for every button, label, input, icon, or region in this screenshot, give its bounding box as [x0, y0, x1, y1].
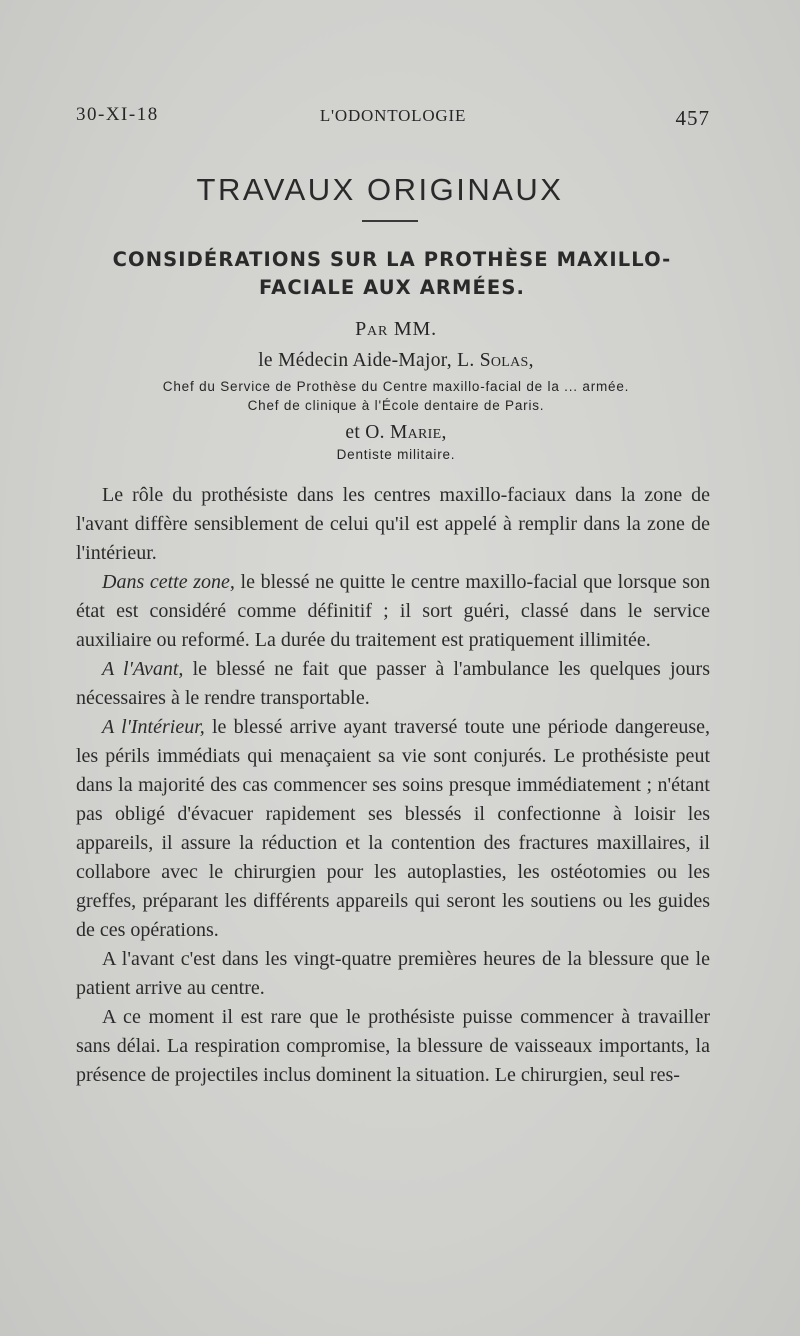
paragraph: A ce moment il est rare que le prothésiste puisse commencer à travailler sans délai. La respiration compromise, la blessure de vaisseaux importants, la présence de projectiles inclus dominent la situation. Le chirurgien, seul res- [76, 1006, 710, 1086]
author-2-prefix: et O. [345, 422, 385, 443]
section-title: TRAVAUX ORIGINAUX [196, 172, 564, 207]
italic-lead: Dans cette zone, [102, 571, 235, 593]
author-2-affiliation: Dentiste militaire. [336, 447, 456, 462]
paragraph-text: le blessé ne quitte le centre maxillo-facial que lorsque son état est considéré comme définitif ; il sort guéri, classé dans le service auxiliaire ou reformé. La durée du traitement est pratiquement illimitée. [76, 571, 710, 651]
author-1-title: le Médecin Aide-Major, L. [258, 350, 475, 371]
paragraph [76, 655, 710, 713]
issue-date: 30-XI-18 [76, 104, 159, 125]
italic-lead: A l'Intérieur, [102, 716, 205, 738]
page-number: 457 [675, 106, 710, 130]
italic-lead: A l'Avant, [102, 658, 184, 680]
author-1-affiliation-2: Chef de clinique à l'École dentaire de Paris. [247, 398, 545, 413]
article-title-line-1: CONSIDÉRATIONS SUR LA PROTHÈSE MAXILLO- [112, 248, 672, 271]
paragraph: Le rôle du prothésiste dans les centres maxillo-faciaux dans la zone de l'avant diffère sensiblement de celui qu'il est appelé à remplir dans la zone de l'intérieur. [76, 484, 710, 564]
article-title [70, 246, 714, 302]
article-title-line-2: FACIALE AUX ARMÉES. [258, 276, 526, 299]
paragraph [76, 568, 710, 655]
byline-par: Par MM. [355, 318, 437, 340]
title-rule [362, 220, 418, 222]
paragraph [76, 713, 710, 945]
author-1-affiliation-1: Chef du Service de Prothèse du Centre maxillo-facial de la ... armée. [162, 379, 630, 394]
article-body [76, 481, 710, 1090]
paragraph-text: le blessé arrive ayant traversé toute une période dangereuse, les périls immédiats qui menaçaient sa vie sont conjurés. Le prothésiste peut dans la majorité des cas commencer ses soins presque immédiatement ; n'étant pas obligé d'évacuer rapidement ses blessés il confectionne à loisir les appareils, il assure la réduction et la contention des fractures maxillaires, il collabore avec le chirurgien pour les autoplasties, les ostéotomies ou les greffes, préparant les différents appareils qui seront les soutiens ou les guides de ces opérations. [76, 716, 710, 941]
author-1 [0, 350, 792, 372]
running-header [76, 104, 710, 132]
paragraph: A l'avant c'est dans les vingt-quatre premières heures de la blessure que le patient arrive au centre. [76, 948, 710, 999]
paragraph-text: le blessé ne fait que passer à l'ambulance les quelques jours nécessaires à le rendre transportable. [76, 658, 710, 709]
author-1-name: Solas, [479, 350, 534, 371]
author-2 [0, 422, 792, 444]
author-2-name: Marie, [389, 422, 447, 443]
journal-title: L'ODONTOLOGIE [319, 106, 467, 125]
